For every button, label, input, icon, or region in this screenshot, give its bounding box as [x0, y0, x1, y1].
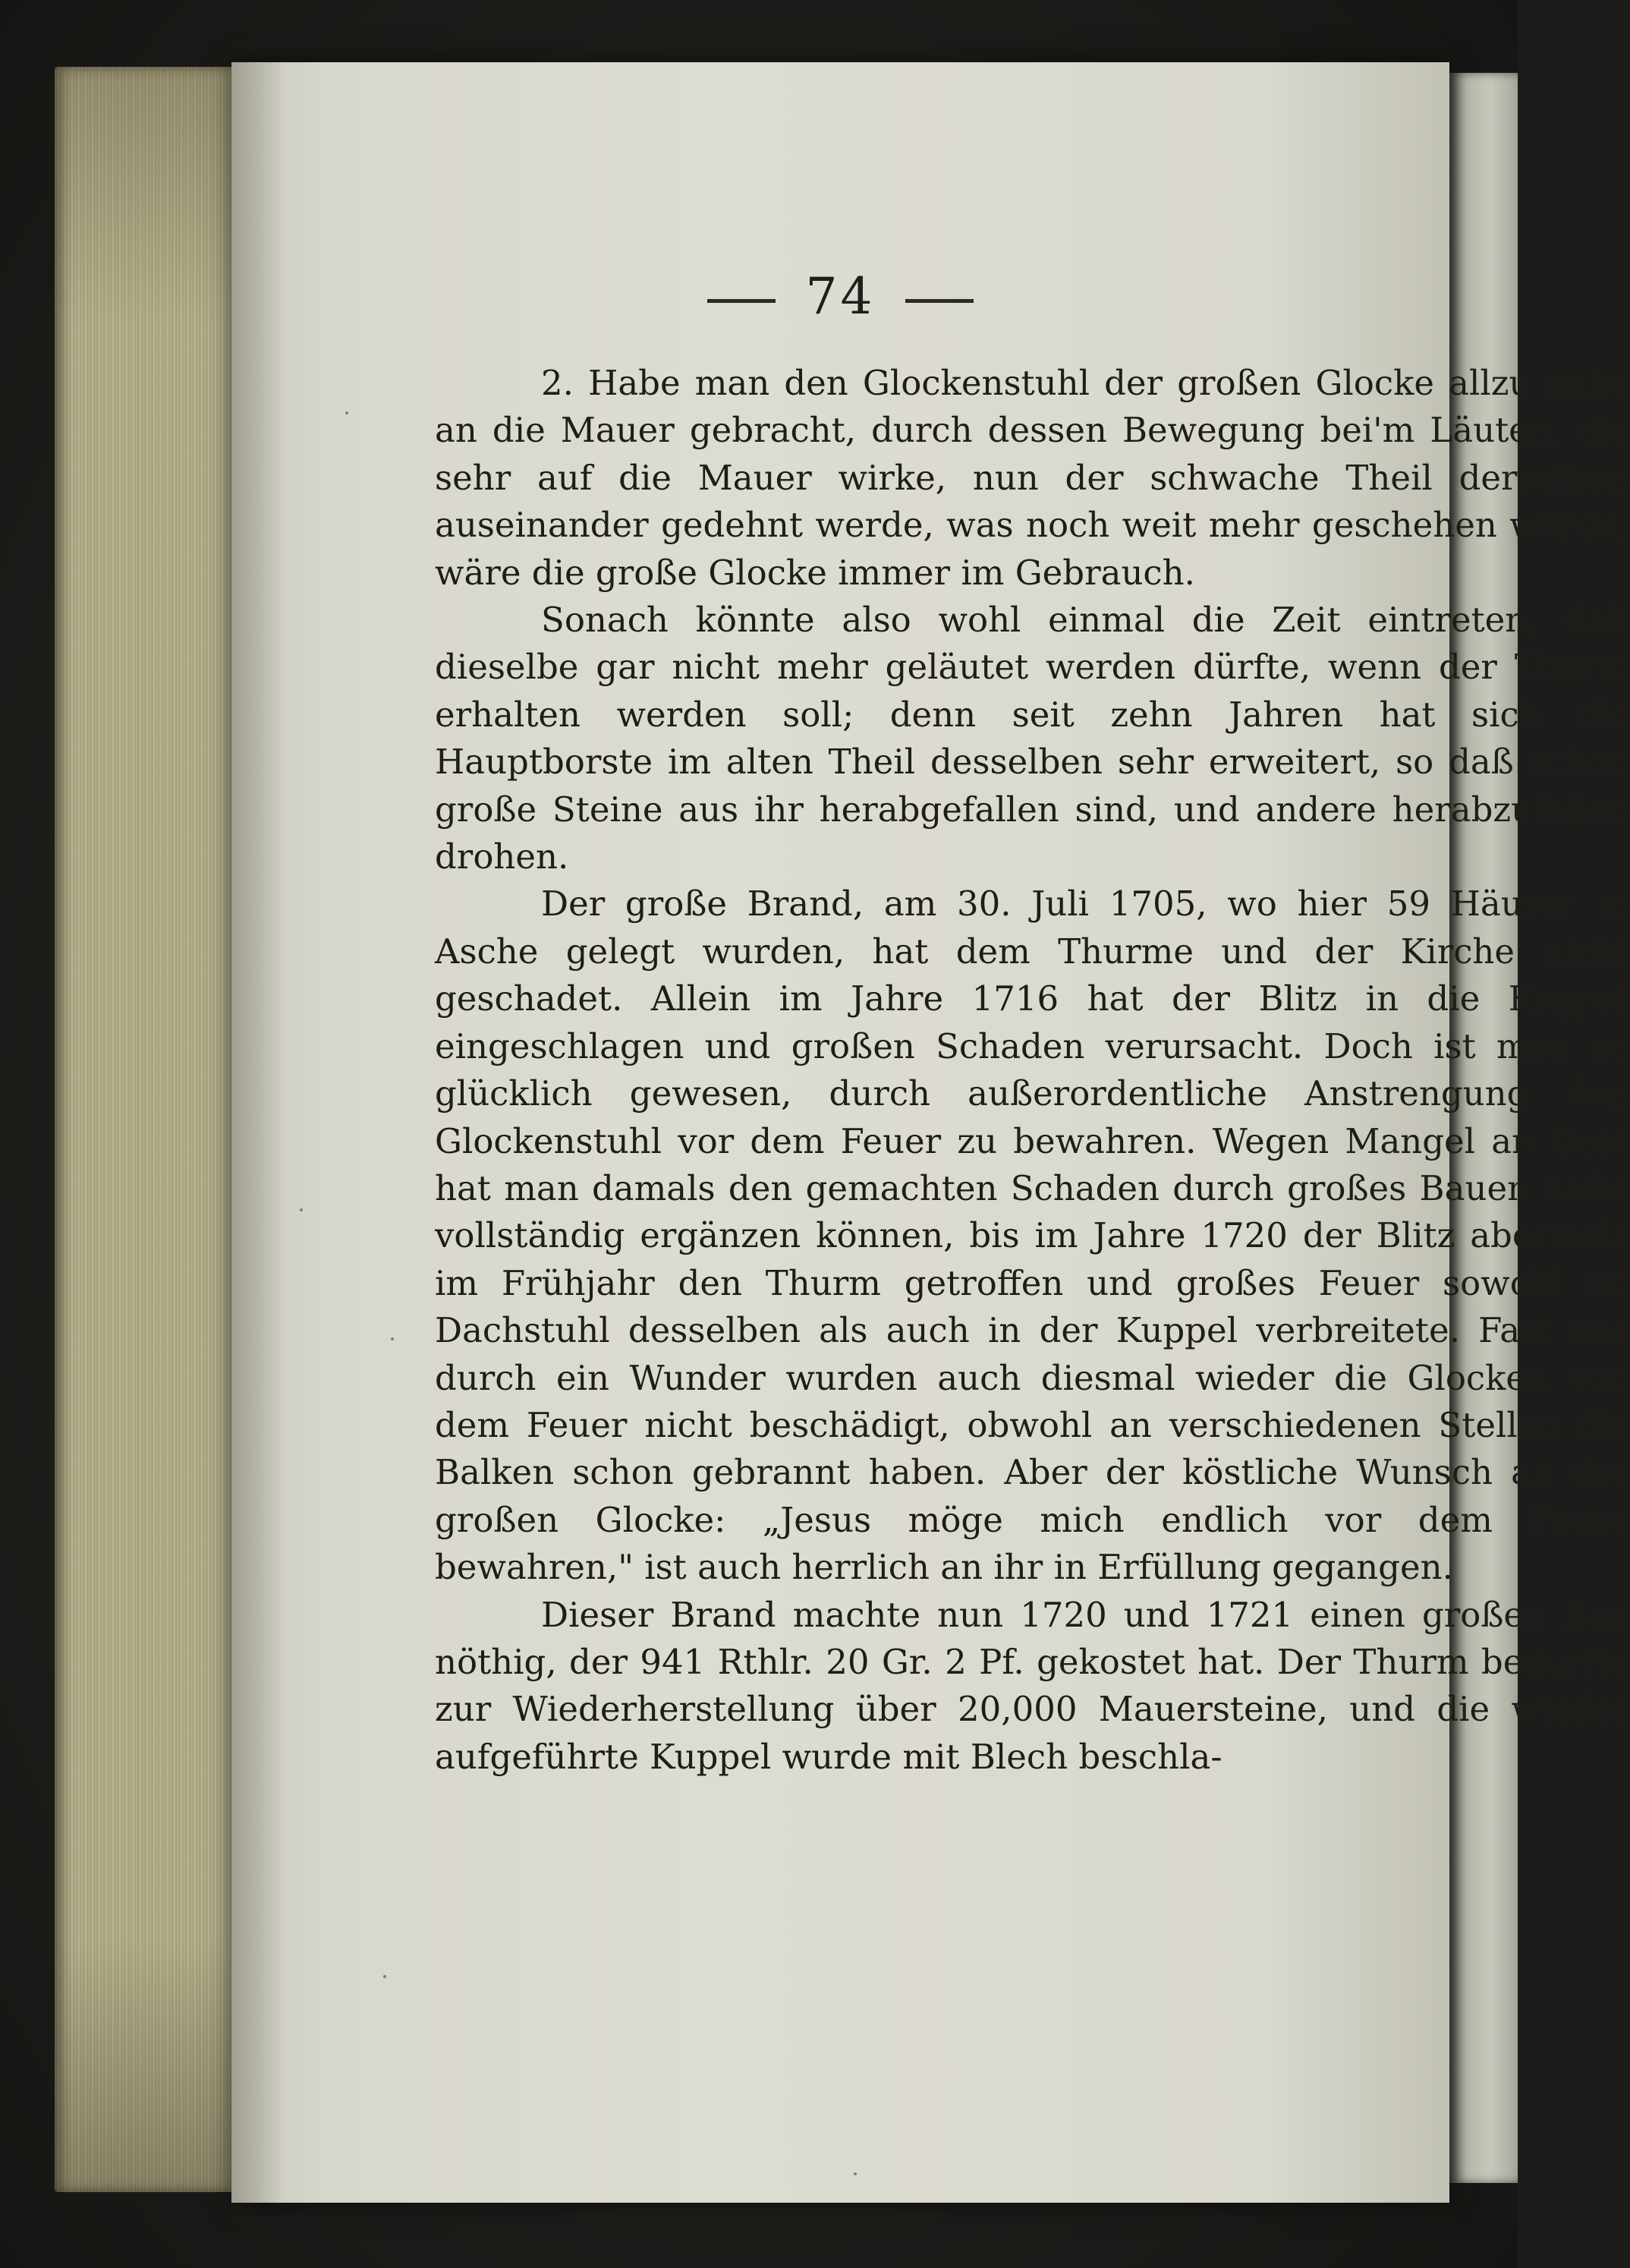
header-dash-right [905, 299, 974, 303]
book-fore-edge [55, 67, 244, 2192]
paper-speck [345, 411, 348, 414]
book-page [231, 62, 1630, 2203]
page-number: 74 [805, 267, 876, 326]
paragraph-3: Der große Brand, am 30. Juli 1705, wo hier 59 Häuser in Asche gelegt wurden, hat dem Thurme und der Kirche nicht geschadet. Allein im Jahre 1716 hat der Blitz in die Kuppel eingeschlagen und großen Schaden verursacht. Doch ist man so glücklich gewesen, durch außerordentliche Anstrengung den Glockenstuhl vor dem Feuer zu bewahren. Wegen Mangel an Geld hat man damals den gemachten Schaden durch großes Bauen nicht vollständig ergänzen können, bis im Jahre 1720 der Blitz abermals im Frühjahr den Thurm getroffen und großes Feuer sowohl im Dachstuhl desselben als auch in der Kuppel verbreitete. Fast nur durch ein Wunder wurden auch diesmal wieder die Glocken von dem Feuer nicht beschädigt, obwohl an verschiedenen Stellen die Balken schon gebrannt haben. Aber der köstliche Wunsch an der großen Glocke: „Jesus möge mich endlich vor dem Feuer bewahren," ist auch herrlich an ihr in Erfüllung gegangen. [435, 884, 1630, 1588]
paper-speck [300, 1208, 303, 1211]
header-dash-left [707, 299, 776, 303]
page-header [231, 267, 1449, 326]
paragraph-2: Sonach könnte also wohl einmal die Zeit eintreten, daß dieselbe gar nicht mehr geläutet werden dürfte, wenn der Thurm erhalten werden soll; denn seit zehn Jahren hat sich die Hauptborste im alten Theil desselben sehr erweitert, so daß schon große Steine aus ihr herabgefallen sind, und andere herabzufallen drohen. [435, 600, 1630, 877]
paper-speck [854, 2172, 857, 2175]
paper-speck [391, 1337, 394, 1340]
paper-speck [383, 1975, 386, 1978]
paragraph-4: Dieser Brand machte nun 1720 und 1721 einen großen Bau nöthig, der 941 Rthlr. 20 Gr. 2 Pf. gekostet hat. Der Thurm bedurfte zur Wiederherstellung über 20,000 Mauersteine, und die wieder aufgeführte Kuppel wurde mit Blech beschla- [435, 1594, 1630, 1777]
paragraph-1: 2. Habe man den Glockenstuhl der großen Glocke allzu nahe an die Mauer gebracht, durch dessen Bewegung bei'm Läuten, die sehr auf die Mauer wirke, nun der schwache Theil derselben auseinander gedehnt werde, was noch weit mehr geschehen würde, wäre die große Glocke immer im Gebrauch. [435, 363, 1630, 593]
page-body-text [435, 360, 1630, 1781]
